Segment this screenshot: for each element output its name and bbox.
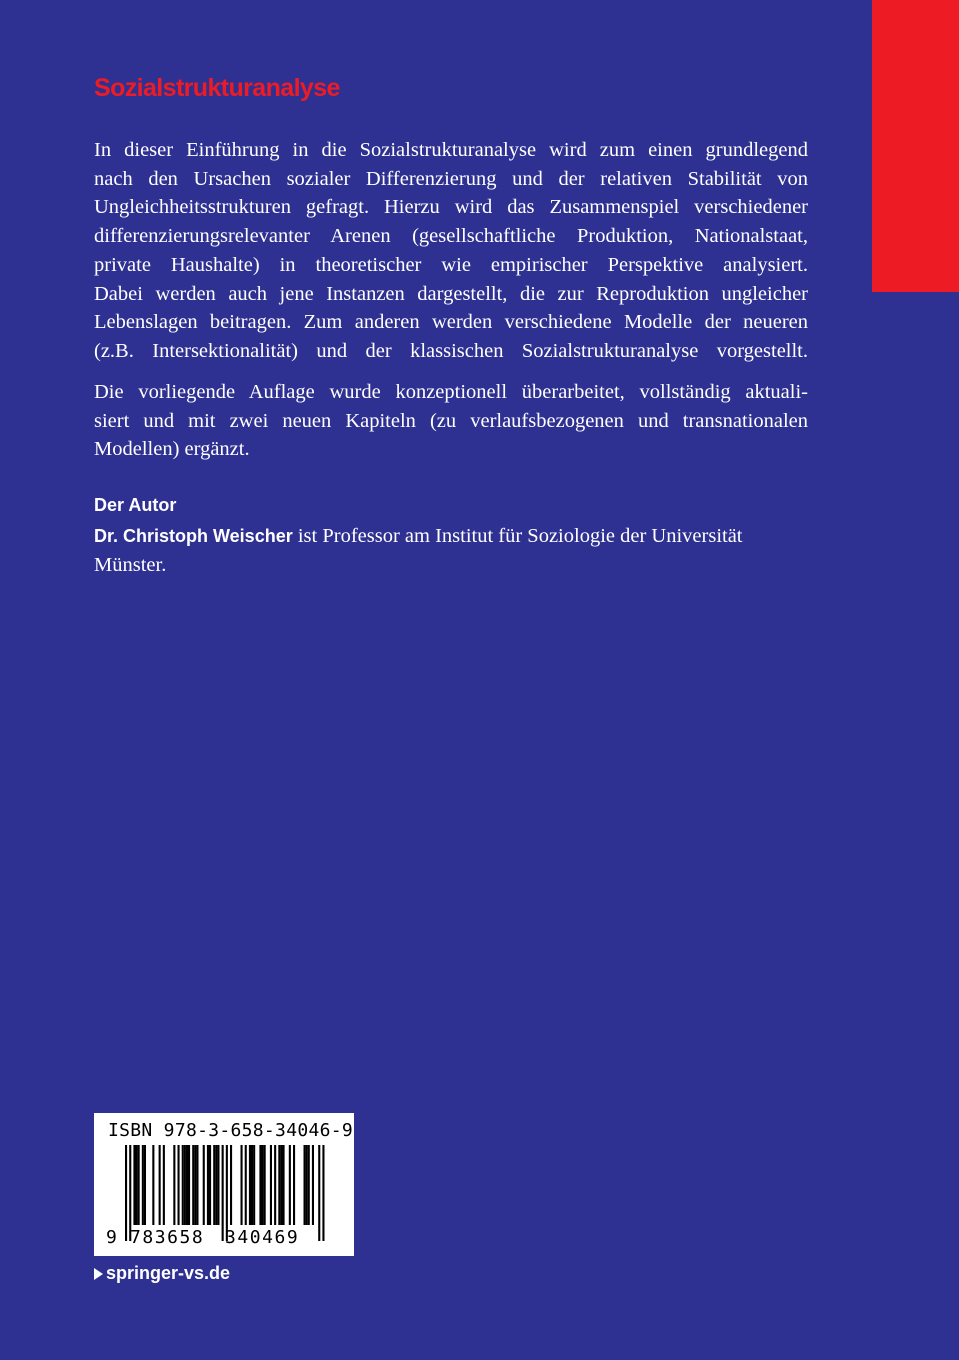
barcode-bar [184,1145,186,1225]
book-title: Sozialstrukturanalyse [94,74,340,102]
barcode-bar [278,1145,280,1225]
barcode-bar [144,1145,146,1225]
description-line: In dieser Einführung in die Sozialstrukturanalyse wird zum einen grundlegend [94,139,808,161]
barcode-bar [251,1145,253,1225]
arrow-right-icon [94,1268,103,1280]
barcode-bar [133,1145,135,1225]
barcode-bar [217,1145,219,1225]
ean-right-digits: 340469 [225,1227,300,1248]
barcode-bar [207,1145,209,1225]
barcode-bar [163,1145,165,1225]
description-paragraph [94,136,808,366]
barcode-bar [304,1145,306,1225]
author-name: Dr. Christoph Weischer [94,526,293,546]
barcode-bar [203,1145,205,1225]
publisher-url: springer-vs.de [106,1263,231,1283]
barcode-bar [308,1145,310,1225]
edition-line: siert und mit zwei neuen Kapiteln (zu verlaufsbezogenen und transnationalen [94,409,808,432]
barcode-bar [264,1145,266,1225]
description-line: Lebenslagen beitragen. Zum anderen werden verschiedene Modelle der neueren [94,311,808,334]
barcode-bar [289,1145,291,1225]
barcode-bar [194,1145,196,1225]
author-bio-line [94,522,808,551]
barcode-bar [188,1145,190,1225]
barcode-bar [152,1145,154,1225]
barcode-bar [159,1145,161,1225]
barcode-bar [182,1145,184,1225]
publisher-link[interactable] [94,1263,230,1284]
barcode-guard-bar [322,1145,324,1241]
barcode-bar [186,1145,188,1225]
edition-paragraph [94,378,808,464]
barcode-bar [270,1145,272,1225]
isbn-barcode [94,1113,354,1256]
barcode-guard-bar [222,1145,224,1241]
barcode-bar [196,1145,198,1225]
barcode-bar [178,1145,180,1225]
author-bio [94,522,808,579]
description-line: Ungleichheitsstrukturen gefragt. Hierzu wird das Zusammenspiel verschiedener [94,196,808,219]
barcode-bar [230,1145,232,1225]
barcode-bar [209,1145,211,1225]
author-heading: Der Autor [94,495,177,515]
barcode-bar [312,1145,314,1225]
barcode-bar [253,1145,255,1225]
barcode-bar [173,1145,175,1225]
barcode-bar [136,1145,138,1225]
barcode-bar [192,1145,194,1225]
barcode-guard-bar [125,1145,127,1241]
isbn-number: ISBN 978-3-658-34046-9 [108,1120,354,1141]
description-line: Dabei werden auch jene Instanzen dargestellt, die zur Reproduktion ungleicher [94,282,808,305]
author-bio-text: ist Professor am Institut für Soziologie der Universität [292,525,743,547]
ean-left-digits: 783658 [130,1227,205,1248]
barcode-bar [213,1145,215,1225]
barcode-bar [249,1145,251,1225]
description-line: (z.B. Intersektionalität) und der klassischen Sozialstrukturanalyse vorgestellt. [94,339,808,362]
author-bio-line: Münster. [94,553,167,576]
description-line: nach den Ursachen sozialer Differenzierung und der relativen Stabilität von [94,167,808,190]
barcode-guard-bar [318,1145,320,1241]
barcode-bar [215,1145,217,1225]
barcode-bar [259,1145,261,1225]
edition-line: Modellen) ergänzt. [94,438,250,461]
barcode-bar [293,1145,295,1225]
description-line: private Haushalte) in theoretischer wie empirischer Perspektive analysiert. [94,253,808,276]
barcode-bar [142,1145,144,1225]
barcode-bar [245,1145,247,1225]
red-accent-bar [872,0,959,292]
barcode-bar [262,1145,264,1225]
barcode-bar [138,1145,140,1225]
barcode-bar [274,1145,276,1225]
description-line: differenzierungsrelevanter Arenen (gesellschaftliche Produktion, Nationalstaat, [94,225,808,248]
barcode-bar [306,1145,308,1225]
barcode-bar [283,1145,285,1225]
barcode-bar [280,1145,282,1225]
edition-line: Die vorliegende Auflage wurde konzeptionell überarbeitet, vollständig aktuali- [94,381,808,403]
ean-first-digit: 9 [106,1227,117,1248]
barcode-bar [241,1145,243,1225]
